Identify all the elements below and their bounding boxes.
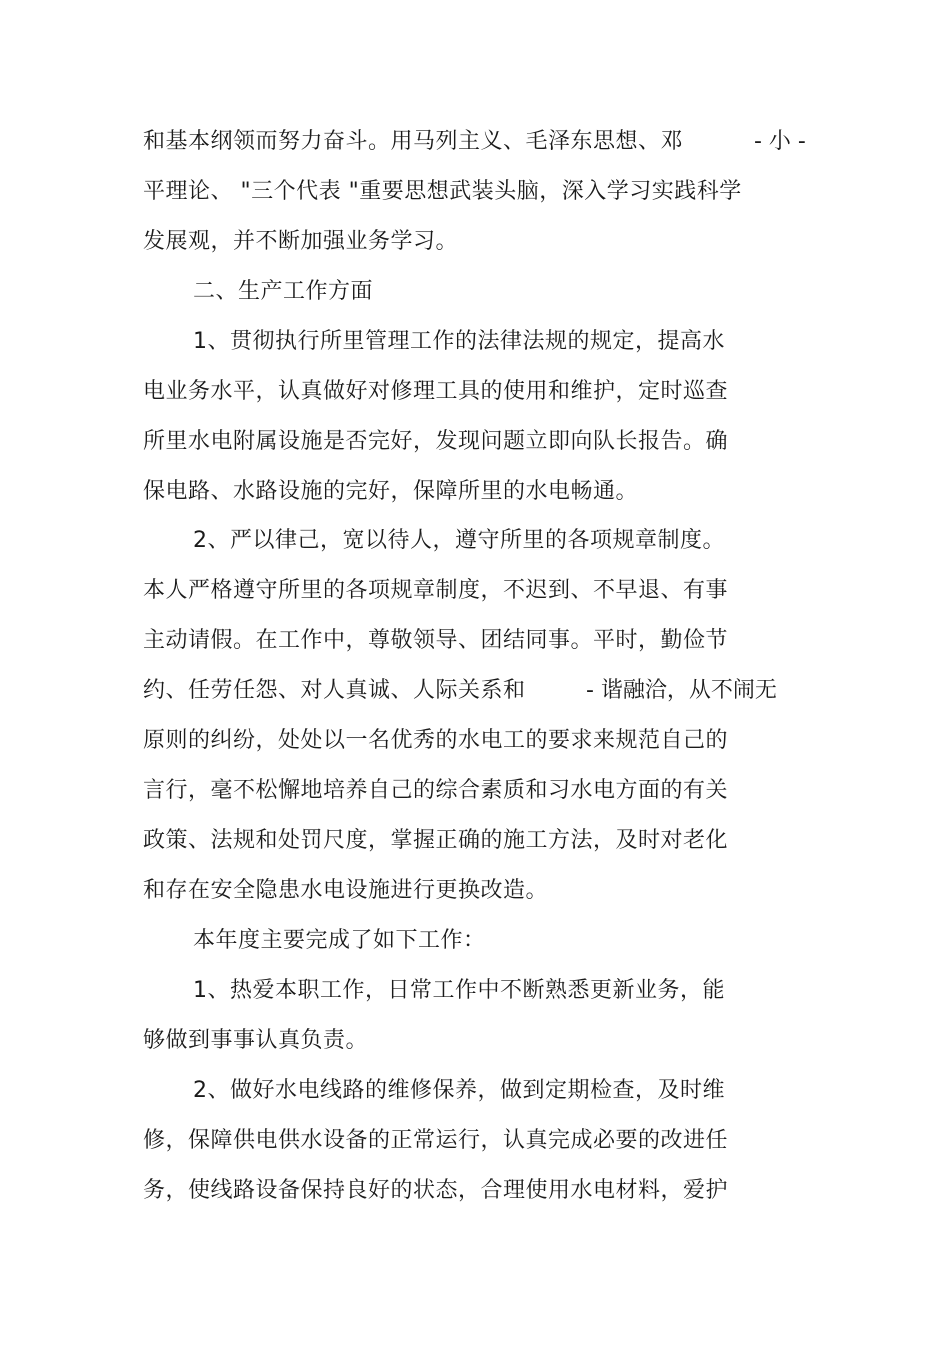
text-fragment: - 谐融洽，从不闹无 <box>586 678 777 703</box>
text-line: 1、贯彻执行所里管理工作的法律法规的规定，提高水 <box>193 329 725 354</box>
text-line: 和存在安全隐患水电设施进行更换改造。 <box>143 878 549 903</box>
text-line: 1、热爱本职工作，日常工作中不断熟悉更新业务，能 <box>193 978 725 1003</box>
text-line: 保电路、水路设施的完好，保障所里的水电畅通。 <box>143 479 639 504</box>
text-line: 2、做好水电线路的维修保养，做到定期检查，及时维 <box>193 1078 725 1103</box>
text-line: 2、严以律己，宽以待人，遵守所里的各项规章制度。 <box>193 528 725 553</box>
text-line: 所里水电附属设施是否完好，发现问题立即向队长报告。确 <box>143 429 729 454</box>
section-heading: 二、生产工作方面 <box>193 279 374 304</box>
text-line: 本人严格遵守所里的各项规章制度，不迟到、不早退、有事 <box>143 578 729 603</box>
text-line: 发展观，并不断加强业务学习。 <box>143 229 459 254</box>
text-line: 修，保障供电供水设备的正常运行，认真完成必要的改进任 <box>143 1128 729 1153</box>
text-line: 主动请假。在工作中，尊敬领导、团结同事。平时，勤俭节 <box>143 628 729 653</box>
text-line: 言行，毫不松懈地培养自己的综合素质和习水电方面的有关 <box>143 778 729 803</box>
text-line: 平理论、 "三个代表 "重要思想武装头脑，深入学习实践科学 <box>143 179 742 204</box>
text-fragment: - 小 - <box>754 129 806 154</box>
text-line: 约、任劳任怨、对人真诚、人际关系和 <box>143 678 526 703</box>
text-line: 和基本纲领而努力奋斗。用马列主义、毛泽东思想、邓 <box>143 129 684 154</box>
text-line: 电业务水平，认真做好对修理工具的使用和维护，定时巡查 <box>143 379 729 404</box>
text-line: 本年度主要完成了如下工作： <box>193 928 486 953</box>
text-line: 务，使线路设备保持良好的状态，合理使用水电材料，爱护 <box>143 1178 729 1203</box>
text-line: 原则的纠纷，处处以一名优秀的水电工的要求来规范自己的 <box>143 728 729 753</box>
text-line: 够做到事事认真负责。 <box>143 1028 369 1053</box>
text-line: 政策、法规和处罚尺度，掌握正确的施工方法，及时对老化 <box>143 828 729 853</box>
